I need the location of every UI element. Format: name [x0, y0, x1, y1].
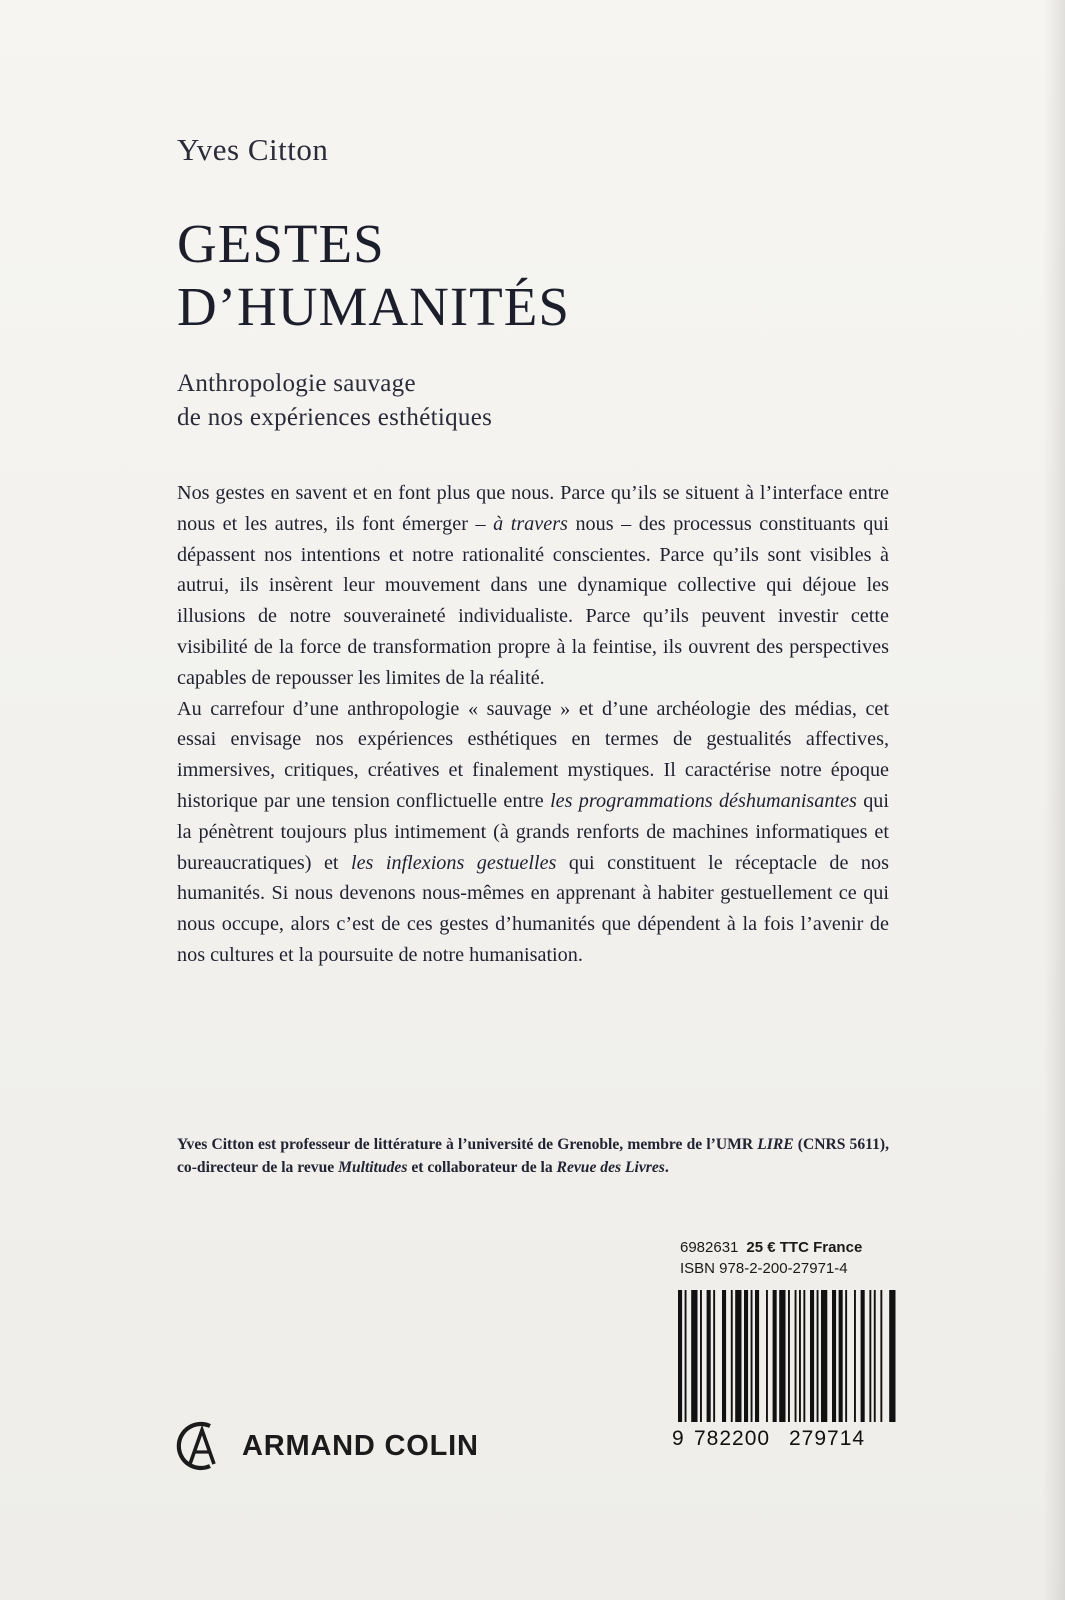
barcode-bars — [672, 1290, 897, 1430]
blurb — [177, 478, 889, 971]
subtitle-line-2: de nos expériences esthétiques — [177, 404, 493, 431]
barcode-bar — [735, 1290, 741, 1422]
barcode-bar — [874, 1290, 876, 1422]
price: 25 € TTC France — [746, 1239, 863, 1256]
bio-emphasis: Revue des Livres — [556, 1159, 665, 1176]
barcode-bar — [832, 1290, 836, 1422]
blurb-paragraph-2 — [177, 694, 889, 971]
barcode-bar — [845, 1290, 847, 1422]
barcode-bar — [744, 1290, 748, 1422]
bio-emphasis: LIRE — [757, 1136, 794, 1153]
barcode-bar — [861, 1290, 865, 1422]
blurb-text: Nos gestes en savent et en font plus que nous. Parce qu’ils se situent à l’interface entre nous et les autres, ils font émerger – — [177, 482, 889, 535]
blurb-text: qui la pénètrent toujours plus intimement (à grands renforts de machines informatiques et bureaucratiques) et — [177, 789, 890, 874]
blurb-paragraph-1 — [177, 478, 889, 694]
barcode-bar — [803, 1290, 805, 1422]
barcode-bar — [731, 1290, 733, 1422]
barcode-bar — [685, 1290, 687, 1422]
blurb-emphasis: les programmations déshumanisantes — [550, 789, 857, 812]
barcode-bar — [751, 1290, 753, 1422]
barcode-bar — [869, 1290, 871, 1422]
barcode-bar — [722, 1290, 726, 1422]
author-bio — [177, 1133, 889, 1179]
barcode-bar — [766, 1290, 768, 1422]
barcode-bar — [854, 1290, 856, 1422]
bio-text: . — [664, 1159, 669, 1176]
blurb-text: Au carrefour d’une anthropologie « sauvage » et d’une archéologie des médias, cet essai envisage nos expériences esthétiques en termes de gestualités affectives, immersives, critiques, créatives et finalement mystiques. Il caractérise notre époque historique par une tension conflictuelle entre — [177, 697, 889, 812]
barcode-bar — [880, 1290, 882, 1422]
barcode-bar — [795, 1290, 797, 1422]
barcode-bar — [788, 1290, 790, 1422]
price-block — [680, 1237, 862, 1279]
barcode-bar — [817, 1290, 819, 1422]
book-subtitle — [177, 367, 492, 435]
product-code: 6982631 — [680, 1239, 739, 1256]
barcode-bar — [779, 1290, 785, 1422]
blurb-text: nous – des processus constituants qui dépassent nos intentions et notre rationalité conscientes. Parce qu’ils sont visibles à autrui, ils insèrent leur mouvement dans une dynamique collective qui déjoue les illusions de notre souveraineté individualiste. Parce qu’ils peuvent investir cette visibilité de la force de transformation propre à la feintise, ils ouvrent des perspectives capables de repousser les limites de la réalité. — [177, 512, 889, 689]
barcode — [672, 1290, 897, 1460]
title-line-2: D’HUMANITÉS — [177, 276, 570, 337]
blurb-emphasis: les inflexions gestuelles — [350, 851, 557, 874]
barcode-bar — [839, 1290, 843, 1422]
barcode-bar — [810, 1290, 814, 1422]
barcode-bar — [691, 1290, 697, 1422]
blurb-text: qui constituent le réceptacle de nos humanités. Si nous devenons nous-mêmes en apprenant à habiter gestuellement ce qui nous occupe, alors c’est de ces gestes d’humanités que dépendent à la fois l’avenir de nos cultures et la poursuite de notre humanisation. — [177, 851, 889, 966]
barcode-bar — [707, 1290, 711, 1422]
cover-edge-shadow — [1043, 0, 1065, 1600]
bio-text: (CNRS 5611), co-directeur de la revue — [177, 1136, 889, 1176]
isbn: ISBN 978-2-200-27971-4 — [680, 1260, 848, 1277]
barcode-bar — [700, 1290, 702, 1422]
barcode-digit-first: 9 — [672, 1427, 685, 1450]
barcode-bar — [678, 1290, 682, 1422]
author-name: Yves Citton — [177, 132, 329, 167]
bio-emphasis: Multitudes — [338, 1159, 408, 1176]
barcode-bar — [773, 1290, 777, 1422]
bio-text: Yves Citton est professeur de littérature à l’université de Grenoble, membre de l’UMR — [177, 1136, 758, 1153]
bio-text: et collaborateur de la — [407, 1159, 557, 1176]
book-title — [177, 212, 570, 338]
barcode-digit-group-2: 279714 — [789, 1427, 866, 1450]
publisher-logo — [170, 1418, 479, 1474]
barcode-bar — [713, 1290, 715, 1422]
price-line — [680, 1237, 862, 1258]
ac-monogram-icon — [170, 1418, 228, 1474]
publisher-name: ARMAND COLIN — [242, 1429, 479, 1462]
barcode-digit-group-1: 782200 — [694, 1427, 771, 1450]
barcode-bar — [799, 1290, 801, 1422]
blurb-emphasis: à travers — [493, 512, 568, 535]
subtitle-line-1: Anthropologie sauvage — [177, 370, 416, 397]
barcode-bar — [821, 1290, 827, 1422]
title-line-1: GESTES — [177, 213, 385, 274]
barcode-bar — [889, 1290, 895, 1422]
barcode-bar — [755, 1290, 759, 1422]
